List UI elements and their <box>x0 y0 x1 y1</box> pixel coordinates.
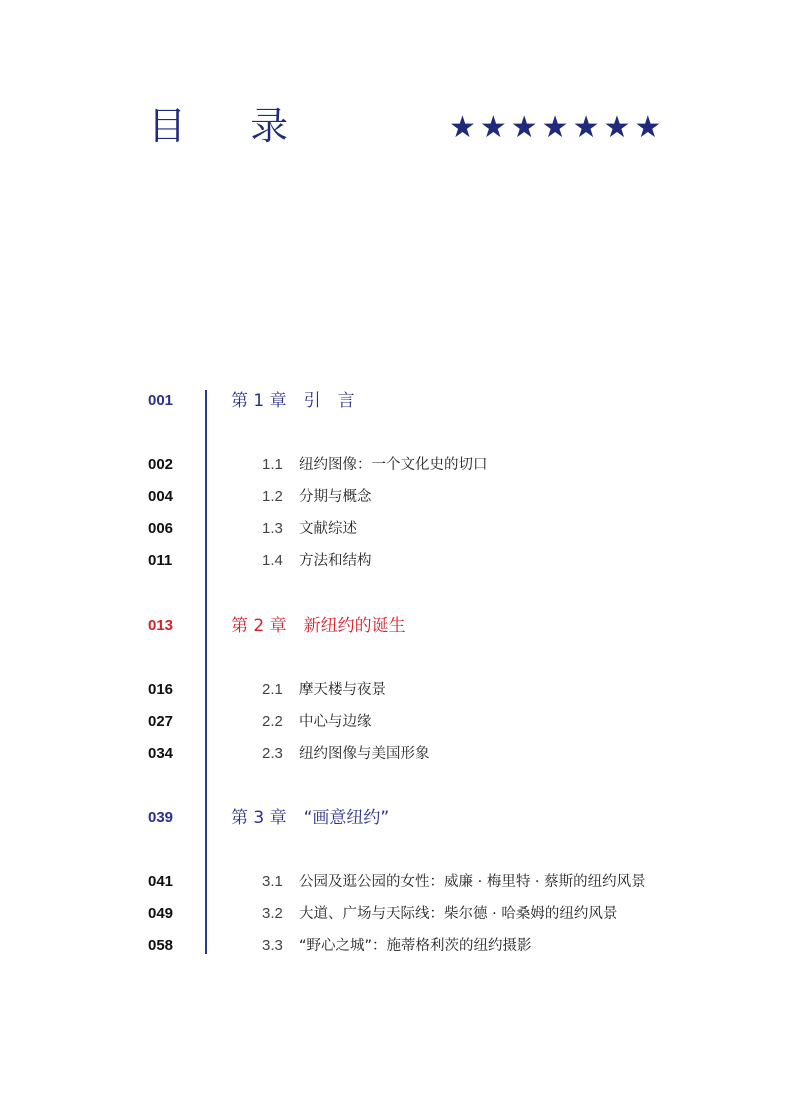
chapter-title: 第 3 章 “画意纽约” <box>231 808 390 828</box>
toc-section-1-3[interactable] <box>0 517 790 541</box>
page-number: 039 <box>148 809 174 826</box>
section-title: 大道、广场与天际线：柴尔德 · 哈桑姆的纽约风景 <box>299 906 618 922</box>
section-number: 1.2 <box>262 488 283 505</box>
section-number: 2.1 <box>262 681 283 698</box>
page-number: 041 <box>148 873 174 890</box>
chapter-title: 第 1 章 引 言 <box>231 391 355 411</box>
toc-chapter-3[interactable] <box>0 806 790 830</box>
chapter-title: 第 2 章 新纽约的诞生 <box>231 616 406 636</box>
toc-section-3-2[interactable] <box>0 902 790 926</box>
toc-section-2-3[interactable] <box>0 742 790 766</box>
page-number: 011 <box>148 552 173 569</box>
toc-section-3-3[interactable] <box>0 934 790 958</box>
page-number: 001 <box>148 392 174 409</box>
star-decoration-icon: ★★★★★★★ <box>449 110 666 145</box>
section-title: 摩天楼与夜景 <box>299 682 386 698</box>
section-number: 2.3 <box>262 745 283 762</box>
toc-section-1-2[interactable] <box>0 485 790 509</box>
page-number: 049 <box>148 905 174 922</box>
toc-chapter-1[interactable] <box>0 389 790 413</box>
toc-section-3-1[interactable] <box>0 870 790 894</box>
toc-section-1-1[interactable] <box>0 453 790 477</box>
toc-section-1-4[interactable] <box>0 549 790 573</box>
section-title: 纽约图像：一个文化史的切口 <box>299 457 488 473</box>
toc-chapter-2[interactable] <box>0 614 790 638</box>
section-title: 公园及逛公园的女性：威廉 · 梅里特 · 蔡斯的纽约风景 <box>299 874 646 890</box>
section-title: 文献综述 <box>299 521 357 537</box>
section-number: 3.3 <box>262 937 283 954</box>
section-title: 分期与概念 <box>299 489 372 505</box>
section-title: 方法和结构 <box>299 553 372 569</box>
toc-section-2-2[interactable] <box>0 710 790 734</box>
toc-section-2-1[interactable] <box>0 678 790 702</box>
section-number: 2.2 <box>262 713 283 730</box>
section-number: 1.1 <box>262 456 283 473</box>
page-number: 013 <box>148 617 174 634</box>
page-number: 058 <box>148 937 174 954</box>
section-number: 1.3 <box>262 520 283 537</box>
page-number: 016 <box>148 681 174 698</box>
section-number: 3.2 <box>262 905 283 922</box>
section-number: 1.4 <box>262 552 283 569</box>
section-title: 中心与边缘 <box>299 714 372 730</box>
page-number: 006 <box>148 520 174 537</box>
page-number: 004 <box>148 488 174 505</box>
page-number: 027 <box>148 713 174 730</box>
section-number: 3.1 <box>262 873 283 890</box>
page-title: 目 录 <box>148 104 315 148</box>
section-title: “野心之城”：施蒂格利茨的纽约摄影 <box>299 938 532 954</box>
page-number: 002 <box>148 456 174 473</box>
section-title: 纽约图像与美国形象 <box>299 746 430 762</box>
page-number: 034 <box>148 745 174 762</box>
